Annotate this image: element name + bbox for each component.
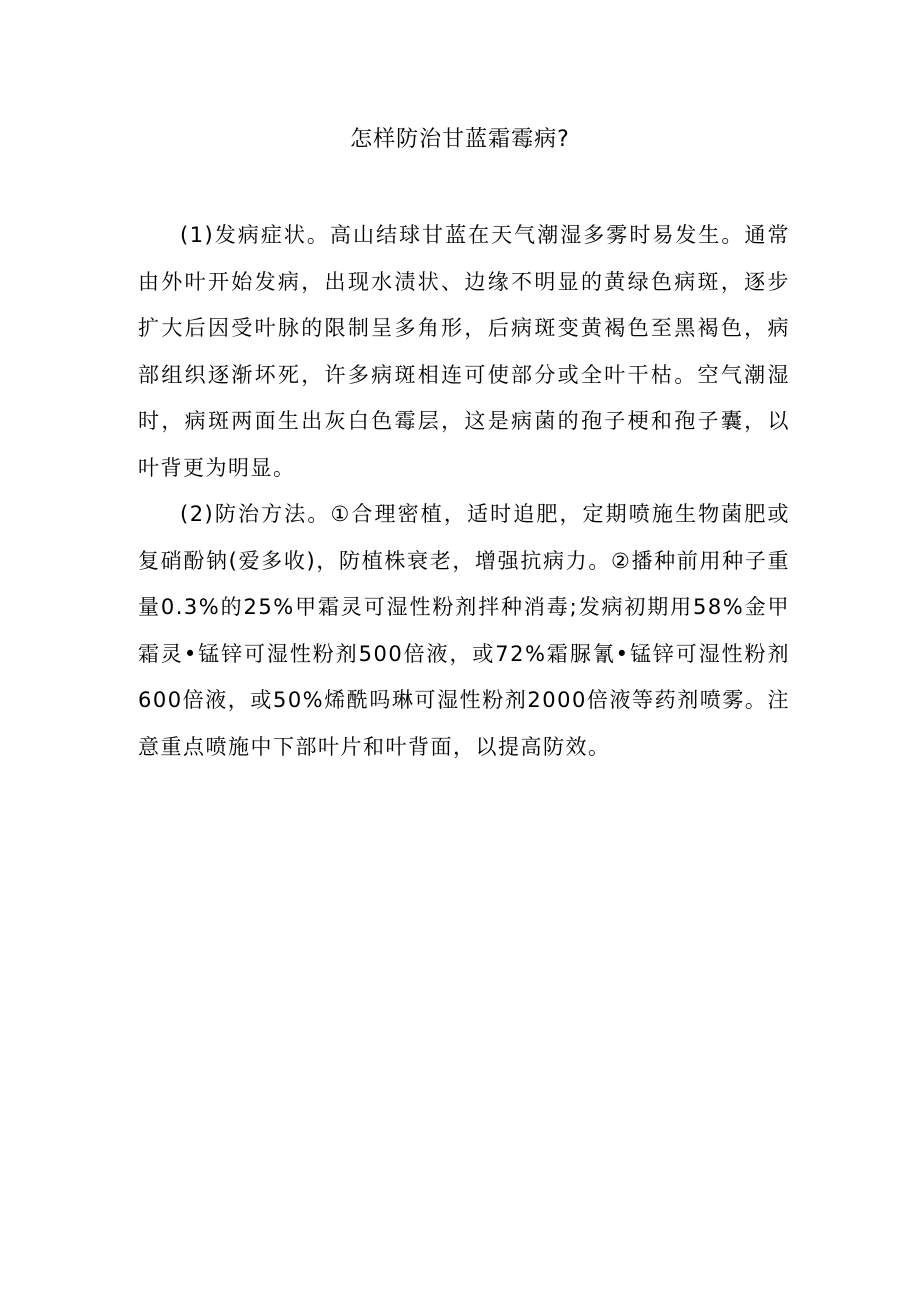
document-body <box>138 212 790 770</box>
document-title: 怎样防治甘蓝霜霉病? <box>350 127 570 152</box>
paragraph-control-methods: (2)防治方法。①合理密植，适时追肥，定期喷施生物菌肥或复硝酚钠(爱多收)，防植株衰老，增强抗病力。②播种前用种子重量0.3%的25%甲霜灵可湿性粉剂拌种消毒;发病初期用58%金甲霜灵•锰锌可湿性粉剂500倍液，或72%霜脲氰•锰锌可湿性粉剂600倍液，或50%烯酰吗琳可湿性粉剂2000倍液等药剂喷雾。注意重点喷施中下部叶片和叶背面，以提高防效。 <box>138 502 790 759</box>
paragraph-symptoms: (1)发病症状。高山结球甘蓝在天气潮湿多雾时易发生。通常由外叶开始发病，出现水渍状、边缘不明显的黄绿色病斑，逐步扩大后因受叶脉的限制呈多角形，后病斑变黄褐色至黑褐色，病部组织逐渐坏死，许多病斑相连可使部分或全叶干枯。空气潮湿时，病斑两面生出灰白色霉层，这是病菌的孢子梗和孢子囊，以叶背更为明显。 <box>138 223 790 480</box>
